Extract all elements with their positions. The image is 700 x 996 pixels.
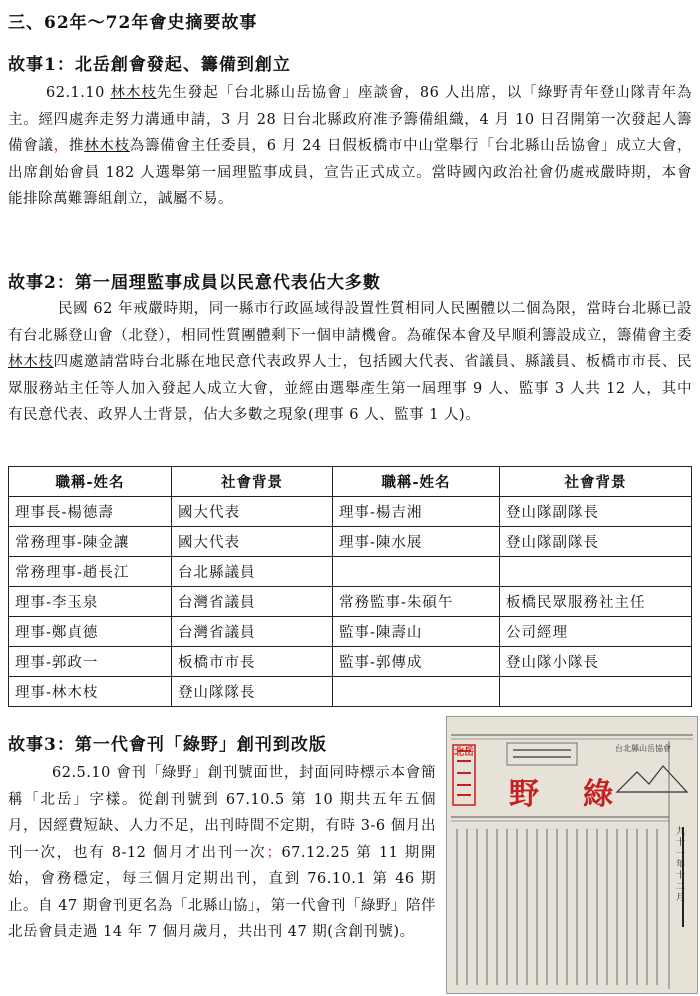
table-cell: 登山隊副隊長 <box>500 497 692 527</box>
table-cell: 台灣省議員 <box>172 617 333 647</box>
table-cell: 台灣省議員 <box>172 587 333 617</box>
table-cell: 板橋市市長 <box>172 647 333 677</box>
table-cell: 理事-楊吉湘 <box>333 497 500 527</box>
person-name: 林木枝 <box>110 85 157 101</box>
story3-paragraph <box>8 760 436 946</box>
table-cell: 理事-陳水展 <box>333 527 500 557</box>
column-header: 職稱-姓名 <box>9 467 172 497</box>
table-cell <box>500 677 692 707</box>
section-title: 三、62年～72年會史摘要故事 <box>8 13 258 33</box>
magazine-cover-image <box>446 716 698 994</box>
story2-paragraph <box>8 296 692 429</box>
magazine-stamp: 北岳 <box>454 747 474 758</box>
story1-paragraph <box>8 80 692 213</box>
table-cell: 理事-李玉泉 <box>9 587 172 617</box>
table-cell: 登山隊小隊長 <box>500 647 692 677</box>
story3-heading: 故事3：第一代會刊「綠野」創刊到改版 <box>8 735 327 755</box>
table-cell: 監事-郭傳成 <box>333 647 500 677</box>
table-cell: 常務理事-趙長江 <box>9 557 172 587</box>
story3-text: 62.5.10 會刊「綠野」創刊號面世，封面同時標示本會簡稱「北岳」字樣。從創刊號到 67.10.5 第 10 期共五年五個月，因經費短缺、人力不足，出刊時間不定期，有時 3-6 個月出刊一次，也有 8-12 個月才出刊一次 <box>8 765 436 861</box>
table-row <box>9 587 692 617</box>
title-char: 野 <box>509 777 583 812</box>
story2-heading: 故事2：第一屆理監事成員以民意代表佔大多數 <box>8 273 381 293</box>
table-cell: 國大代表 <box>172 497 333 527</box>
table-cell: 台北縣議員 <box>172 557 333 587</box>
column-header: 社會背景 <box>500 467 692 497</box>
table-cell: 理事長-楊德壽 <box>9 497 172 527</box>
table-row <box>9 677 692 707</box>
table-cell: 常務理事-陳金讓 <box>9 527 172 557</box>
table-cell: 監事-陳壽山 <box>333 617 500 647</box>
table-row <box>9 557 692 587</box>
table-cell: 國大代表 <box>172 527 333 557</box>
magazine-title <box>509 769 657 813</box>
table-cell <box>333 557 500 587</box>
table-cell: 常務監事-朱碩午 <box>333 587 500 617</box>
title-char: 綠 <box>583 777 657 812</box>
story1-text: 先生發起「台北縣山岳協會」座談會，86 人出席，以「綠野青年登山隊青年為主。經四處奔走努力溝通申請，3 月 28 日台北縣政府准予籌備組織，4 月 10 日召開第一次發起人籌備會議 <box>8 85 692 154</box>
magazine-cover-drawing <box>447 717 697 993</box>
story2-text: 民國 62 年戒嚴時期，同一縣市行政區域得設置性質相同人民團體以二個為限，當時台北縣已設有台北縣登山會（北登），相同性質團體剩下一個申請機會。為確保本會及早順利籌設成立，籌備會主委 <box>8 301 692 344</box>
column-header: 社會背景 <box>172 467 333 497</box>
table-cell: 登山隊副隊長 <box>500 527 692 557</box>
story1-text: 為籌備會主任委員，6 月 24 日假板橋市中山堂舉行「台北縣山岳協會」成立大會，出席創始會員 182 人選舉第一屆理監事成員，宣告正式成立。當時國內政治社會仍處戒嚴時期，本會能排除萬難籌組創立，誠屬不易。 <box>8 138 693 207</box>
story1-heading: 故事1：北岳創會發起、籌備到創立 <box>8 55 291 75</box>
table-header-row <box>9 467 692 497</box>
story1-date: 62.1.10 <box>46 85 111 101</box>
table-cell <box>333 677 500 707</box>
table-row <box>9 617 692 647</box>
board-members-table <box>8 466 692 707</box>
story3-text: 67.12.25 第 11 期開始，會務穩定，每三個月定期出刊，直到 76.10.1 第 46 期止。自 47 期會刊更名為「北縣山協」，第一代會刊「綠野」陪伴北岳會員走過 14 年 7 個月歲月，共出刊 47 期(含創刊號)。 <box>8 844 436 940</box>
table-row <box>9 647 692 677</box>
column-header: 職稱-姓名 <box>333 467 500 497</box>
table-cell: 理事-鄭貞德 <box>9 617 172 647</box>
table-cell: 板橋民眾服務社主任 <box>500 587 692 617</box>
magazine-header-text: 台北縣山岳協會 <box>615 744 671 753</box>
table-row <box>9 527 692 557</box>
table-cell: 理事-郭政一 <box>9 647 172 677</box>
red-mark: ； <box>266 844 282 861</box>
story2-text: 四處邀請當時台北縣在地民意代表政界人士，包括國大代表、省議員、縣議員、板橋市市長、民眾服務站主任等人加入發起人成立大會，並經由選舉產生第一屆理事 9 人、監事 3 人共 12 人，其中有民意代表、政界人士背景，佔大多數之現象(理事 6 人、監事 1 人)。 <box>8 354 693 423</box>
story1-text: 推 <box>68 138 85 154</box>
red-mark: ， <box>53 138 69 154</box>
table-cell <box>500 557 692 587</box>
person-name: 林木枝 <box>8 354 54 370</box>
table-cell: 公司經理 <box>500 617 692 647</box>
person-name: 林木枝 <box>84 138 130 154</box>
magazine-side-date: 九十一年十二月 <box>676 827 686 903</box>
table-row <box>9 497 692 527</box>
table-cell: 理事-林木枝 <box>9 677 172 707</box>
table-cell: 登山隊隊長 <box>172 677 333 707</box>
